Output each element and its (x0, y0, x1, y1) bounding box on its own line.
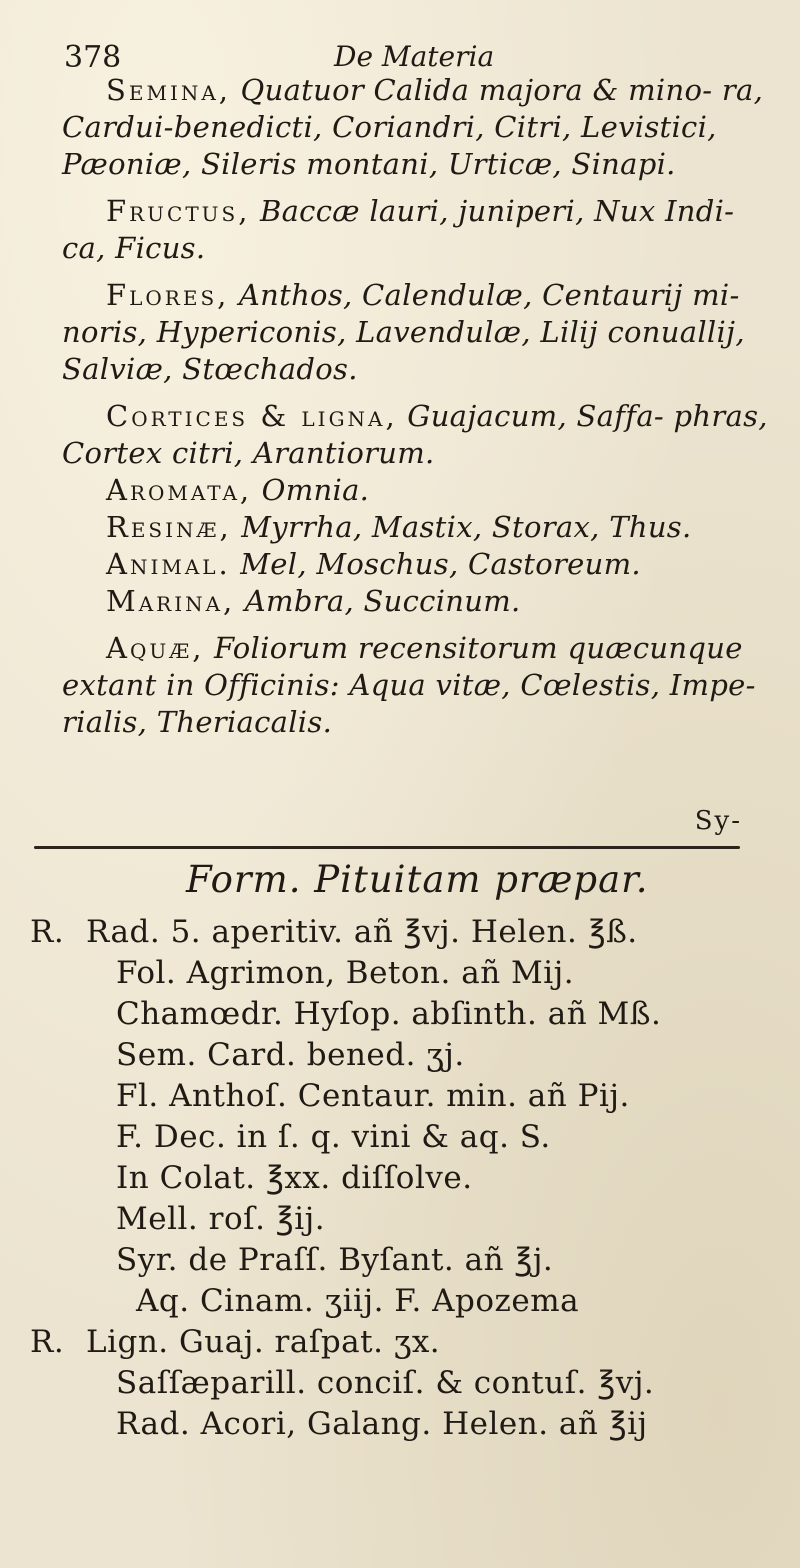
catchword: Sy- (694, 806, 742, 836)
recipe-line (30, 953, 770, 994)
recipe-line (30, 1117, 770, 1158)
recipe-line (30, 1199, 770, 1240)
recipe-line (30, 1404, 770, 1445)
entry-resinae: Resinæ, Myrrha, Mastix, Storax, Thus. (106, 510, 692, 544)
recipe-text: In Colat. ℥xx. diſſolve. (116, 1160, 473, 1196)
recipe-text: Rad. Acori, Galang. Helen. añ ℥ij (116, 1406, 648, 1442)
recipe-text: Syr. de Praſſ. Byſant. añ ℥j. (116, 1242, 554, 1278)
recipe-line (30, 1076, 770, 1117)
recipe-line (30, 1363, 770, 1404)
recipe-text: Saſſæparill. conciſ. & contuſ. ℥vj. (116, 1365, 655, 1401)
recipe-text: Mell. roſ. ℥ij. (116, 1201, 326, 1237)
recipe-line (30, 912, 770, 953)
recipe-text: F. Dec. in ſ. q. vini & aq. S. (116, 1119, 551, 1155)
entry-semina: Semina, Quatuor Calida majora & mino- ra, Cardui-benedicti, Coriandri, Citri, Levistici, Pæoniæ, Sileris montani, Urticæ, Sinapi. (62, 73, 764, 181)
page-number: 378 (64, 40, 122, 75)
materia-list (62, 72, 782, 741)
entry-aromata: Aromata, Omnia. (106, 473, 370, 507)
form-title: Form. Pituitam præpar. (186, 858, 649, 901)
running-title: De Materia (334, 40, 495, 73)
entry-aquae: Aquæ, Foliorum recensitorum quæcunque extant in Officinis: Aqua vitæ, Cœlestis, Impe- rialis, Theriacalis. (62, 631, 756, 739)
recipe-text: Rad. 5. aperitiv. añ ℥vj. Helen. ℥ß. (86, 914, 638, 950)
recipe-line (30, 1281, 770, 1322)
recipe-line (30, 1035, 770, 1076)
recipe-line (30, 1322, 770, 1363)
entry-marina: Marina, Ambra, Succinum. (106, 584, 521, 618)
recipe-block (30, 912, 770, 1445)
entry-cortices: Cortices & ligna, Guajacum, Saffa- phras, Cortex citri, Arantiorum. (62, 399, 768, 470)
recipe-text: Lign. Guaj. raſpat. ʒx. (86, 1324, 441, 1360)
entry-animal: Animal. Mel, Moschus, Castoreum. (106, 547, 641, 581)
divider-rule (34, 846, 740, 849)
recipe-text: Fl. Anthoſ. Centaur. min. añ Pij. (116, 1078, 630, 1114)
entry-fructus: Fructus, Baccæ lauri, juniperi, Nux Indi- ca, Ficus. (62, 194, 735, 265)
entry-flores: Flores, Anthos, Calendulæ, Centaurij mi- noris, Hypericonis, Lavendulæ, Lilij conuallij, Salviæ, Stœchados. (62, 278, 745, 386)
recipe-mark: R. (30, 1324, 65, 1360)
recipe-line (30, 1158, 770, 1199)
recipe-text: Sem. Card. bened. ʒj. (116, 1037, 465, 1073)
recipe-line (30, 1240, 770, 1281)
recipe-text: Fol. Agrimon, Beton. añ Mij. (116, 955, 575, 991)
recipe-text: Chamœdr. Hyſop. abſinth. añ Mß. (116, 996, 662, 1032)
recipe-line (30, 994, 770, 1035)
recipe-mark: R. (30, 914, 65, 950)
recipe-text: Aq. Cinam. ʒiij. F. Apozema (136, 1283, 580, 1319)
